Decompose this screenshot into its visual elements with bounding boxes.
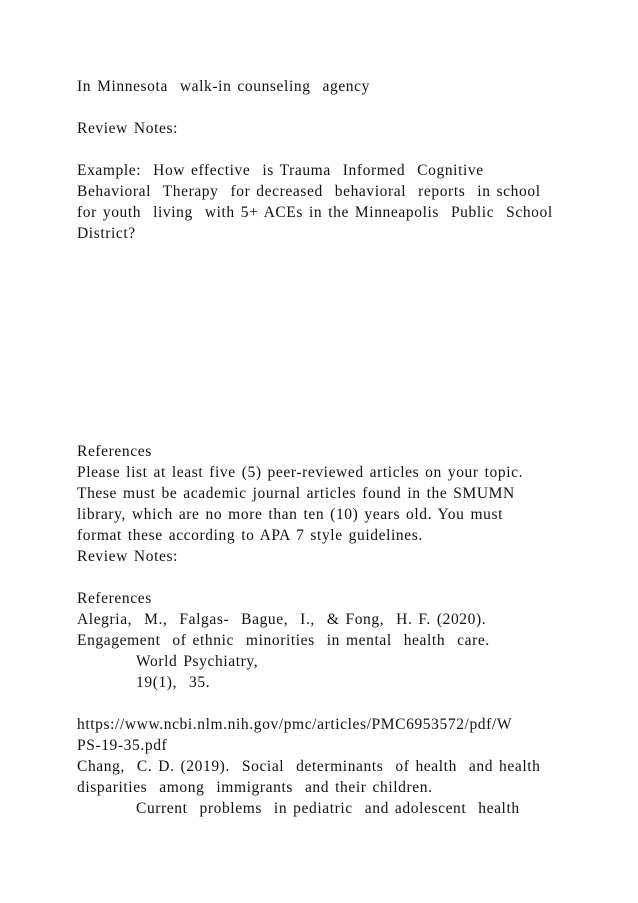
review-notes-label: Review Notes: (77, 548, 178, 565)
reference-journal: World Psychiatry, (136, 653, 259, 670)
instruction-line: Please list at least five (5) peer-reviewed articles on your topic. (77, 464, 524, 481)
references-heading: References (77, 590, 152, 607)
reference-volume: 19(1), 35. (136, 674, 211, 691)
example-line: District? (77, 225, 136, 242)
reference-line: disparities among immigrants and their children. (77, 779, 433, 796)
instruction-line: These must be academic journal articles found in the SMUMN (77, 485, 515, 502)
reference-url: PS-19-35.pdf (77, 737, 168, 754)
references-heading: References (77, 443, 152, 460)
example-line: Example: How effective is Trauma Informed Cognitive (77, 162, 484, 179)
instruction-line: format these according to APA 7 style guidelines. (77, 527, 423, 544)
review-notes-label: Review Notes: (77, 120, 178, 137)
example-line: for youth living with 5+ ACEs in the Minneapolis Public School (77, 204, 553, 221)
reference-line: Alegria, M., Falgas- Bague, I., & Fong, H. F. (2020). (77, 611, 487, 628)
reference-line: Chang, C. D. (2019). Social determinants of health and health (77, 758, 541, 775)
instruction-line: library, which are no more than ten (10) years old. You must (77, 506, 503, 523)
reference-journal: Current problems in pediatric and adolescent health (136, 800, 520, 817)
reference-url: https://www.ncbi.nlm.nih.gov/pmc/articles/PMC6953572/pdf/W (77, 716, 513, 733)
example-line: Behavioral Therapy for decreased behavioral reports in school (77, 183, 541, 200)
header-line: In Minnesota walk-in counseling agency (77, 78, 370, 95)
reference-line: Engagement of ethnic minorities in mental health care. (77, 632, 490, 649)
